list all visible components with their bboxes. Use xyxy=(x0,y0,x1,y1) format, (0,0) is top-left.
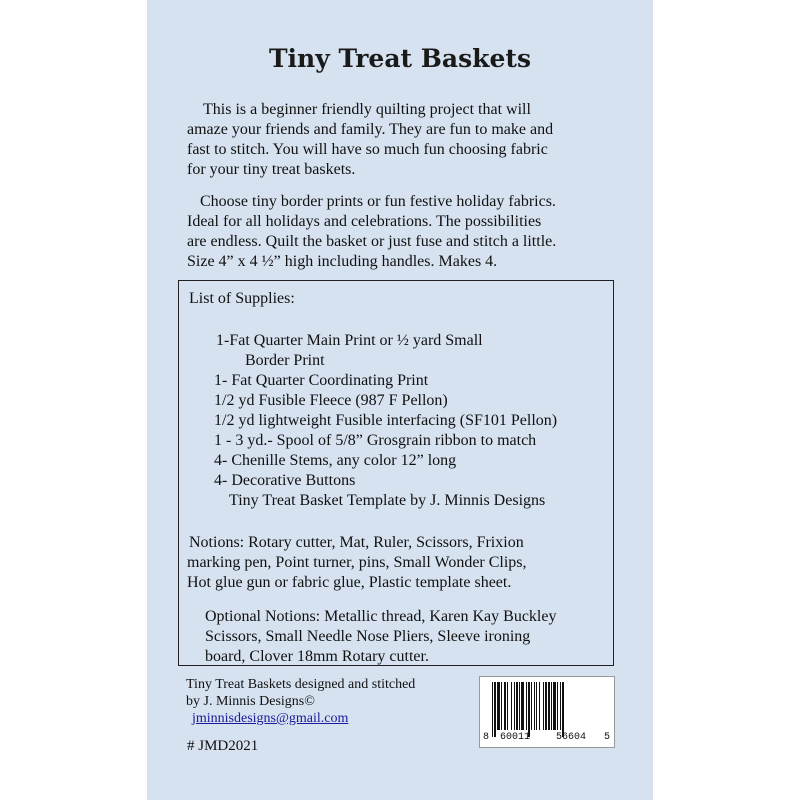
intro-line: This is a beginner friendly quilting project that will xyxy=(203,101,531,118)
description-line: Size 4” x 4 ½” high including handles. Makes 4. xyxy=(187,253,498,270)
barcode-bar xyxy=(521,682,524,730)
intro-line: for your tiny treat baskets. xyxy=(187,161,356,178)
barcode-bar xyxy=(536,682,537,730)
barcode-bar xyxy=(543,682,544,730)
barcode-bar xyxy=(557,682,558,730)
credit-line: Tiny Treat Baskets designed and stitched xyxy=(186,677,416,692)
barcode-bar xyxy=(504,682,506,730)
intro-paragraph xyxy=(187,100,627,180)
barcode-group-right: 56604 xyxy=(556,732,587,743)
supply-item: Tiny Treat Basket Template by J. Minnis Designs xyxy=(229,492,546,509)
description-line: Choose tiny border prints or fun festive holiday fabrics. xyxy=(200,193,556,210)
barcode-bar xyxy=(548,682,550,730)
intro-line: amaze your friends and family. They are fun to make and xyxy=(187,121,554,138)
barcode-bar xyxy=(494,682,496,737)
optional-notions-line: Optional Notions: Metallic thread, Karen Kay Buckley xyxy=(205,608,557,625)
supplies-heading: List of Supplies: xyxy=(189,290,295,307)
credit-line: by J. Minnis Designs© xyxy=(186,694,315,709)
barcode-bar xyxy=(507,682,508,730)
barcode-bar xyxy=(497,682,500,730)
barcode-bar xyxy=(531,682,532,730)
supply-item: Border Print xyxy=(245,352,325,369)
credits xyxy=(186,676,415,727)
barcode xyxy=(479,676,615,748)
email-link[interactable]: jminnisdesigns@gmail.com xyxy=(192,711,349,726)
supply-item: 1 - 3 yd.- Spool of 5/8” Grosgrain ribbon to match xyxy=(214,432,537,449)
barcode-group-left: 60011 xyxy=(500,732,531,743)
supply-item: 1-Fat Quarter Main Print or ½ yard Small xyxy=(216,332,483,349)
description-paragraph xyxy=(187,192,627,272)
barcode-bar xyxy=(511,682,512,730)
notions-line: Notions: Rotary cutter, Mat, Ruler, Scissors, Frixion xyxy=(189,534,524,551)
supply-item: 1- Fat Quarter Coordinating Print xyxy=(214,372,429,389)
barcode-bar xyxy=(514,682,515,730)
optional-notions-line: Scissors, Small Needle Nose Pliers, Sleeve ironing xyxy=(205,628,531,645)
barcode-bar xyxy=(492,682,493,737)
intro-line: fast to stitch. You will have so much fun choosing fabric xyxy=(187,141,548,158)
optional-notions-line: board, Clover 18mm Rotary cutter. xyxy=(205,648,429,665)
barcode-bar xyxy=(553,682,556,730)
barcode-bar xyxy=(501,682,502,730)
barcode-bar xyxy=(519,682,520,730)
barcode-digit-last: 5 xyxy=(604,732,611,743)
barcode-digit-first: 8 xyxy=(483,732,490,743)
supply-item: 1/2 yd Fusible Fleece (987 F Pellon) xyxy=(214,392,448,409)
description-line: are endless. Quilt the basket or just fuse and stitch a little. xyxy=(187,233,557,250)
barcode-bar xyxy=(551,682,552,730)
barcode-bar xyxy=(560,682,561,730)
barcode-bar xyxy=(539,682,540,730)
barcode-bar xyxy=(528,682,530,737)
notions-line: marking pen, Point turner, pins, Small Wonder Clips, xyxy=(187,554,527,571)
pattern-back-cover xyxy=(147,0,653,800)
supply-item: 4- Decorative Buttons xyxy=(214,472,356,489)
barcode-bar xyxy=(562,682,564,737)
supply-item: 1/2 yd lightweight Fusible interfacing (SF101 Pellon) xyxy=(214,412,558,429)
notions-line: Hot glue gun or fabric glue, Plastic template sheet. xyxy=(187,574,512,591)
barcode-bar xyxy=(534,682,535,730)
description-line: Ideal for all holidays and celebrations. The possibilities xyxy=(187,213,542,230)
barcode-bar xyxy=(516,682,518,730)
supplies-box xyxy=(178,280,614,666)
supply-item: 4- Chenille Stems, any color 12” long xyxy=(214,452,457,469)
barcode-bar xyxy=(526,682,527,730)
pattern-number: # JMD2021 xyxy=(187,738,259,754)
barcode-bar xyxy=(545,682,547,730)
page-title: Tiny Treat Baskets xyxy=(268,44,532,73)
